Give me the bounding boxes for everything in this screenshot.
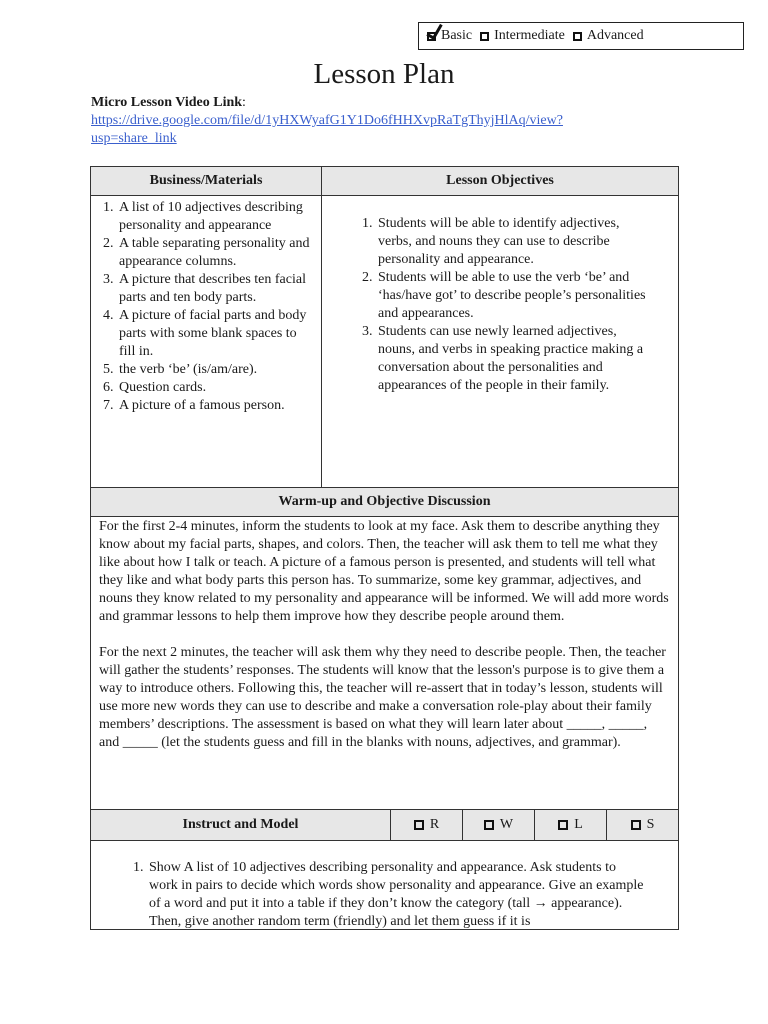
materials-header: Business/Materials <box>90 166 322 196</box>
instruct-cell <box>90 840 679 930</box>
video-link-url-line2[interactable]: usp=share_link <box>91 131 177 146</box>
list-item: 4. A picture of facial parts and body parts with some blank spaces to fill in. <box>117 307 315 361</box>
checkbox-icon[interactable] <box>484 820 494 830</box>
checkbox-icon[interactable] <box>414 820 424 830</box>
level-advanced[interactable] <box>573 28 644 44</box>
warmup-header: Warm-up and Objective Discussion <box>90 487 679 517</box>
video-link-url-line1[interactable]: https://drive.google.com/file/d/1yHXWyafG1Y1Do6fHHXvpRaTgThyjHlAq/view? <box>91 113 563 128</box>
warmup-paragraph-1: For the first 2-4 minutes, inform the students to look at my face. Ask them to describe anything they know about my facial parts, shapes, and colors. Then, the teacher will ask them to tell me what they like about how I talk or teach. A picture of a famous person is presented, and students will tell what they like and what body parts this person has. To summarize, some key grammar, adjectives, and nouns they know related to my personality and appearance will be informed. We will add more words and grammar lessons to help them improve how they describe people around them. <box>99 519 669 624</box>
warmup-cell <box>90 516 679 810</box>
level-intermediate[interactable] <box>480 28 565 44</box>
level-basic-label: Basic <box>441 28 473 43</box>
checkbox-icon[interactable] <box>631 820 641 830</box>
level-intermediate-label: Intermediate <box>494 28 565 43</box>
objectives-header: Lesson Objectives <box>321 166 679 196</box>
list-item: 1. Show A list of 10 adjectives describing personality and appearance. Ask students to work in pairs to decide which words show personality and appearance. Give an example of a word and put it into a table if they don’t know the category (tall → appearance). Then, give another random term (friendly) and let them guess if it is <box>147 859 644 930</box>
materials-cell <box>90 195 322 488</box>
skill-writing[interactable] <box>462 809 535 841</box>
list-item: 2. A table separating personality and appearance columns. <box>117 235 315 271</box>
skill-reading[interactable] <box>390 809 463 841</box>
checkbox-icon[interactable] <box>573 32 582 41</box>
skill-listening[interactable] <box>534 809 607 841</box>
video-link-block <box>91 94 563 148</box>
skill-label: S <box>646 817 655 832</box>
materials-list <box>91 199 315 415</box>
skill-label: L <box>574 817 583 832</box>
video-link-colon: : <box>242 95 246 110</box>
list-item: 3. Students can use newly learned adjectives, nouns, and verbs in speaking practice making a conversation about the personalities and appearances of the people in their family. <box>376 323 648 395</box>
list-item: 5. the verb ‘be’ (is/am/are). <box>117 361 315 379</box>
checkbox-checked-icon[interactable] <box>427 32 436 41</box>
objectives-cell <box>321 195 679 488</box>
list-item: 6. Question cards. <box>117 379 315 397</box>
instruct-list <box>121 859 644 930</box>
list-item: 7. A picture of a famous person. <box>117 397 315 415</box>
checkbox-icon[interactable] <box>480 32 489 41</box>
skill-label: W <box>499 817 514 832</box>
page-title: Lesson Plan <box>313 58 455 90</box>
list-item: 3. A picture that describes ten facial parts and ten body parts. <box>117 271 315 307</box>
level-selector <box>418 22 744 50</box>
level-basic[interactable] <box>427 28 472 44</box>
skill-speaking[interactable] <box>606 809 679 841</box>
level-advanced-label: Advanced <box>586 28 644 43</box>
checkbox-icon[interactable] <box>558 820 568 830</box>
list-item: 1. Students will be able to identify adjectives, verbs, and nouns they can use to describe personality and appearance. <box>376 215 648 269</box>
list-item: 1. A list of 10 adjectives describing personality and appearance <box>117 199 315 235</box>
warmup-paragraph-2: For the next 2 minutes, the teacher will ask them why they need to describe people. Then, the teacher will gather the students’ responses. The students will know that the lesson's purpose is to give them a way to introduce others. Following this, the teacher will re-assert that in today’s lesson, students will use more new words they can use to describe and make a conversation role-play about their family members’ descriptions. The assessment is based on what they will learn later about _____, _____, and _____ (let the students guess and fill in the blanks with nouns, adjectives, and grammar). <box>99 645 666 750</box>
list-item: 2. Students will be able to use the verb ‘be’ and ‘has/have got’ to describe people’s personalities and appearances. <box>376 269 648 323</box>
skill-label: R <box>429 817 440 832</box>
instruct-header: Instruct and Model <box>90 809 391 841</box>
objectives-list <box>350 215 648 395</box>
video-link-label: Micro Lesson Video Link <box>91 95 243 110</box>
